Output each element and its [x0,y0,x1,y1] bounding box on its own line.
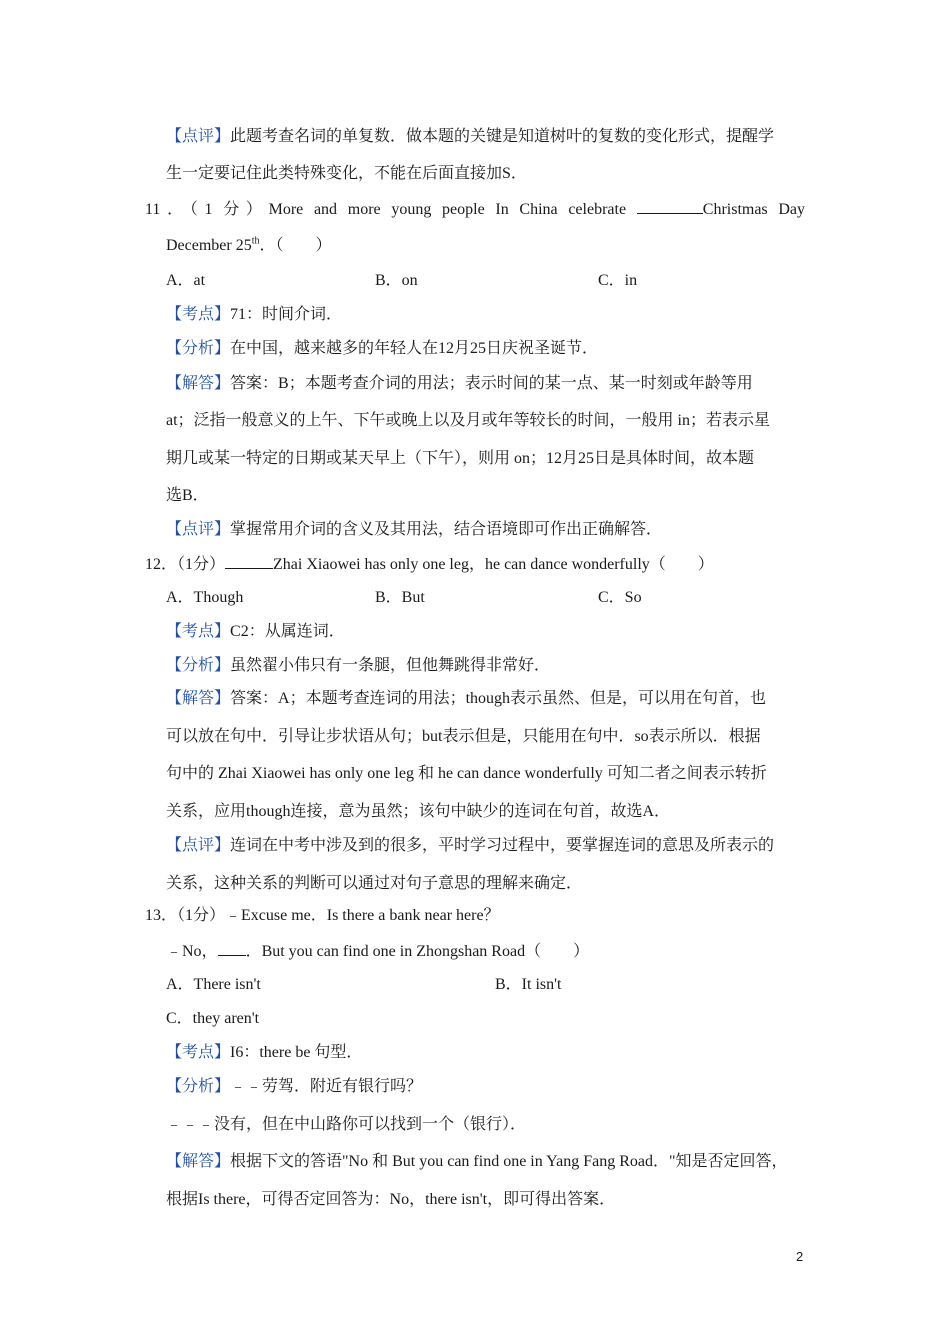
q12-jieda-line-1 [166,689,766,709]
q12-fenxi [166,656,550,676]
q12-jieda-text-1: 答案：A；本题考查连词的用法；though表示虽然、但是，可以用在句首，也 [230,690,767,707]
fenxi-tag: 【分析】 [166,1078,231,1095]
jieda-tag: 【解答】 [166,375,231,392]
fenxi-tag: 【分析】 [166,340,231,357]
q11-fenxi-text: 在中国，越来越多的年轻人在12月25日庆祝圣诞节． [230,340,599,357]
q12-kaodian-text: C2：从属连词． [230,623,345,640]
q13-option-b: B．It isn't [495,976,562,993]
dianping-tag: 【点评】 [166,521,231,538]
q11-bracket: ．（ ） [259,237,332,254]
q11-jieda-line-4: 选B． [166,487,209,504]
q13-option-a: A．There isn't [166,976,261,993]
page-number: 2 [796,1249,804,1264]
q12-stem-number: 12．（1分） [145,556,226,573]
prev-dianping-line-2: 生一定要记住此类特殊变化，不能在后面直接加S． [166,165,527,182]
q13-option-c: C．they aren't [166,1010,260,1027]
q13-stem-line-1: 13．（1分）﹣Excuse me．Is there a bank near here？ [145,907,500,924]
q12-answer-blank [225,554,273,569]
q11-option-b: B．on [375,272,418,289]
q11-date-sup: th [251,235,260,247]
q11-option-a: A．at [166,272,206,289]
q11-jieda-text-1: 答案：B；本题考查介词的用法；表示时间的某一点、某一时刻或年龄等用 [230,375,753,392]
jieda-tag: 【解答】 [166,1153,231,1170]
q11-stem-text-a: 11．（1 分）More and more young people In China celebrate [145,201,627,218]
kaodian-tag: 【考点】 [166,306,231,323]
q12-dianping-text-1: 连词在中考中涉及到的很多，平时学习过程中，要掌握连词的意思及所表示的 [230,837,775,854]
q13-fenxi-text-1: ﹣﹣劳驾．附近有银行吗？ [230,1078,423,1095]
q12-kaodian [166,622,345,642]
q11-jieda-line-2: at；泛指一般意义的上午、下午或晚上以及月或年等较长的时间，一般用 in；若表示星 [166,412,770,429]
prev-dianping-text-1: 此题考查名词的单复数．做本题的关键是知道树叶的复数的变化形式，提醒学 [230,128,775,145]
q11-kaodian-text: 71：时间介词． [230,306,343,323]
q13-jieda-line-1 [166,1152,788,1172]
q12-option-c: C．So [598,589,642,606]
q12-stem-text: Zhai Xiaowei has only one leg，he can dance wonderfully（ ） [273,556,714,573]
q12-jieda-line-3: 句中的 Zhai Xiaowei has only one leg 和 he can dance wonderfully 可知二者之间表示转折 [166,765,767,782]
q11-date-text: December 25 [166,237,252,254]
q13-stem-text-a: ﹣No， [166,943,218,960]
q13-fenxi-line-2: ﹣﹣﹣没有，但在中山路你可以找到一个（银行）． [166,1116,527,1133]
q11-jieda-line-3: 期几或某一特定的日期或某天早上（下午），则用 on；12月25日是具体时间，故本题 [166,450,755,467]
q13-answer-blank [218,941,246,956]
q12-fenxi-text: 虽然翟小伟只有一条腿，但他舞跳得非常好． [230,657,551,674]
q11-answer-blank [637,199,703,214]
q12-stem [145,554,714,575]
prev-dianping-line-1 [166,127,774,147]
q11-dianping [166,520,662,540]
kaodian-tag: 【考点】 [166,1044,231,1061]
q13-kaodian-text: I6：there be 句型． [230,1044,363,1061]
q11-stem-line-2 [166,236,332,256]
q11-stem-line-1 [145,199,805,220]
q13-fenxi-line-1 [166,1077,422,1097]
q12-option-b: B．But [375,589,425,606]
dianping-tag: 【点评】 [166,128,231,145]
q11-option-c: C．in [598,272,638,289]
q11-jieda-line-1 [166,374,753,394]
q13-jieda-line-2: 根据Is there，可得否定回答为：No，there isn't，即可得出答案． [166,1191,616,1208]
dianping-tag: 【点评】 [166,837,231,854]
q11-fenxi [166,339,598,359]
kaodian-tag: 【考点】 [166,623,231,640]
fenxi-tag: 【分析】 [166,657,231,674]
q12-dianping-line-1 [166,836,774,856]
q11-kaodian [166,305,342,325]
q11-stem-text-b: Christmas Day [702,201,806,218]
q12-jieda-line-4: 关系，应用though连接，意为虽然；该句中缺少的连词在句首，故选A． [166,803,671,820]
q12-dianping-line-2: 关系，这种关系的判断可以通过对句子意思的理解来确定． [166,875,583,892]
q13-stem-text-b: ．But you can find one in Zhongshan Road（ ） [245,943,590,960]
jieda-tag: 【解答】 [166,690,231,707]
q13-jieda-text-1: 根据下文的答语"No 和 But you can find one in Yang Fang Road．"知是否定回答， [230,1153,788,1170]
q12-jieda-line-2: 可以放在句中．引导让步状语从句；but表示但是，只能用在句中．so表示所以．根据 [166,728,761,745]
q12-option-a: A．Though [166,589,244,606]
q13-stem-line-2 [166,941,589,962]
q13-kaodian [166,1043,362,1063]
q11-dianping-text: 掌握常用介词的含义及其用法，结合语境即可作出正确解答． [230,521,663,538]
